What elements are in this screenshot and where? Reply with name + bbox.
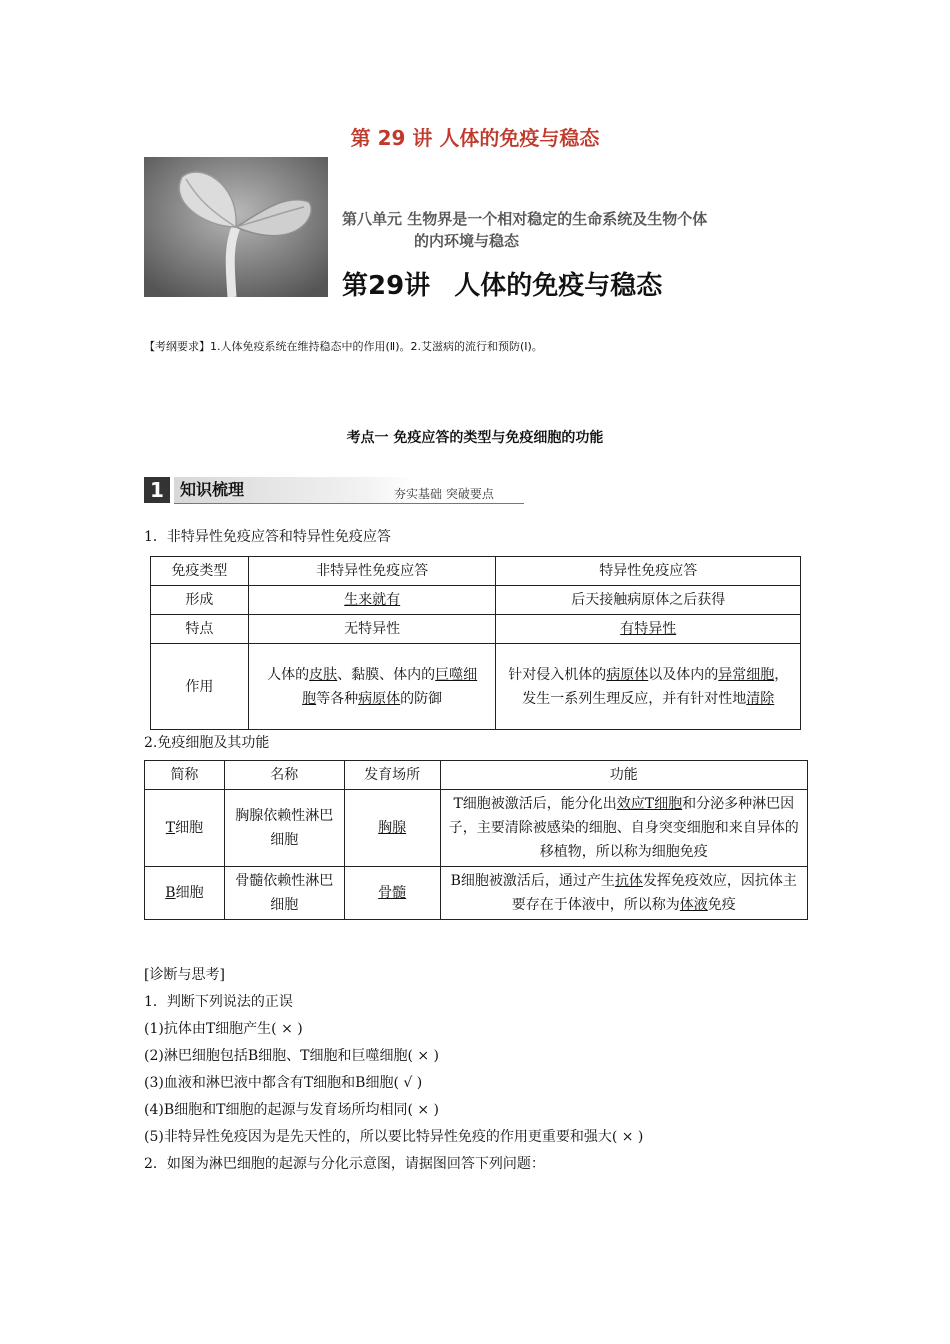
text-run: 细胞 (175, 885, 204, 901)
underlined-answer: 皮肤 (309, 666, 338, 683)
table-cell: 胸腺依赖性淋巴细胞 (224, 790, 344, 867)
text-run: T细胞被激活后，能分化出 (453, 796, 617, 812)
banner-rule (174, 503, 524, 504)
text-run: 等各种 (316, 690, 359, 707)
question-1: 1．判断下列说法的正误 (144, 994, 293, 1010)
table1-caption: 1．非特异性免疫应答和特异性免疫应答 (144, 529, 391, 545)
underlined-answer: 抗体 (614, 873, 643, 889)
banner-number: 1 (144, 477, 170, 503)
table-header: 功能 (440, 761, 807, 790)
table-cell (248, 644, 496, 730)
text-run: B细胞被激活后，通过产生 (450, 873, 615, 889)
table-cell (440, 867, 807, 920)
banner-label: 知识梳理 (174, 477, 414, 503)
underlined-answer: B (165, 885, 176, 901)
knowledge-banner (144, 477, 524, 505)
immune-response-table (150, 556, 801, 730)
text-run: 针对侵入机体的 (508, 666, 607, 683)
table-row (151, 557, 801, 586)
judgment-item: (2)淋巴细胞包括B细胞、T细胞和巨噬细胞( × ) (144, 1048, 440, 1064)
text-run: 细胞 (175, 820, 204, 836)
section-title: 考点一 免疫应答的类型与免疫细胞的功能 (346, 430, 604, 446)
underlined-answer: T (165, 820, 176, 836)
judgment-item: (4)B细胞和T细胞的起源与发育场所均相同( × ) (144, 1102, 440, 1118)
table-cell (145, 790, 225, 867)
underlined-answer: 骨髓 (378, 885, 407, 901)
unit-heading (342, 208, 707, 252)
question-2: 2．如图为淋巴细胞的起源与分化示意图，请据图回答下列问题： (144, 1156, 545, 1172)
table-row (151, 644, 801, 730)
text-run: 发挥免疫效应，因抗体主要存在于体液中，所以称为 (511, 873, 797, 913)
table-cell: 骨髓依赖性淋巴细胞 (224, 867, 344, 920)
table-cell (440, 790, 807, 867)
underlined-answer: 生来就有 (344, 592, 401, 608)
text-run: 免疫 (707, 897, 736, 913)
table-header: 发育场所 (344, 761, 440, 790)
text-run: 以及体内的 (648, 666, 719, 683)
diagnosis-heading: [诊断与思考] (144, 967, 225, 983)
table-row (151, 615, 801, 644)
page-title: 第 29 讲 人体的免疫与稳态 (350, 126, 600, 150)
table-header: 简称 (145, 761, 225, 790)
text-run: 人体的 (267, 666, 310, 683)
lecture-number: 第29讲 (342, 271, 431, 301)
exam-requirement: 【考纲要求】1.人体免疫系统在维持稳态中的作用(Ⅱ)。2.艾滋病的流行和预防(Ⅰ)。 (144, 340, 543, 353)
table-cell: 特点 (151, 615, 249, 644)
underlined-answer: 体液 (679, 897, 708, 913)
immune-cell-table (144, 760, 808, 920)
table-cell (496, 615, 801, 644)
table-header: 名称 (224, 761, 344, 790)
judgment-item: (1)抗体由T细胞产生( × ) (144, 1021, 303, 1037)
judgment-item: (5)非特异性免疫因为是先天性的，所以要比特异性免疫的作用更重要和强大( × ) (144, 1129, 644, 1145)
table-row (145, 790, 808, 867)
table-header: 非特异性免疫应答 (248, 557, 496, 586)
unit-line-2: 的内环境与稳态 (414, 232, 520, 250)
seedling-image (144, 157, 328, 297)
table-cell: 作用 (151, 644, 249, 730)
table-cell (248, 586, 496, 615)
underlined-answer: 效应T细胞 (616, 796, 683, 812)
table-cell: 后天接触病原体之后获得 (496, 586, 801, 615)
underlined-answer: 巨噬细胞 (302, 666, 478, 707)
lecture-title (342, 265, 686, 302)
table-cell (344, 867, 440, 920)
table-cell (145, 867, 225, 920)
underlined-answer: 胸腺 (378, 820, 407, 836)
text-run: 的防御 (400, 690, 443, 707)
text-run: 和分泌多种淋巴因子，主要清除被感染的细胞、自身突变细胞和来自异体的移植物，所以称为细胞免疫 (448, 796, 799, 860)
unit-line-1: 第八单元 生物界是一个相对稳定的生命系统及生物个体 (342, 210, 708, 228)
underlined-answer: 有特异性 (620, 621, 677, 637)
underlined-answer: 病原体 (358, 690, 401, 707)
table-row (151, 586, 801, 615)
text-run: 、黏膜、体内的 (337, 666, 436, 683)
judgment-item: (3)血液和淋巴液中都含有T细胞和B细胞( √ ) (144, 1075, 423, 1091)
table-cell (496, 644, 801, 730)
table-header: 特异性免疫应答 (496, 557, 801, 586)
seedling-photo (144, 157, 328, 297)
underlined-answer: 异常细胞 (718, 666, 775, 683)
table-row (145, 761, 808, 790)
table-cell (344, 790, 440, 867)
underlined-answer: 清除 (746, 690, 775, 707)
text-run: ，发生一系列生理反应，并有针对性地 (522, 666, 789, 707)
table2-caption: 2.免疫细胞及其功能 (144, 735, 270, 751)
table-header: 免疫类型 (151, 557, 249, 586)
table-cell: 无特异性 (248, 615, 496, 644)
banner-subtitle: 夯实基础 突破要点 (394, 487, 494, 501)
underlined-answer: 病原体 (606, 666, 649, 683)
lecture-name: 人体的免疫与稳态 (454, 271, 663, 301)
table-cell: 形成 (151, 586, 249, 615)
table-row (145, 867, 808, 920)
